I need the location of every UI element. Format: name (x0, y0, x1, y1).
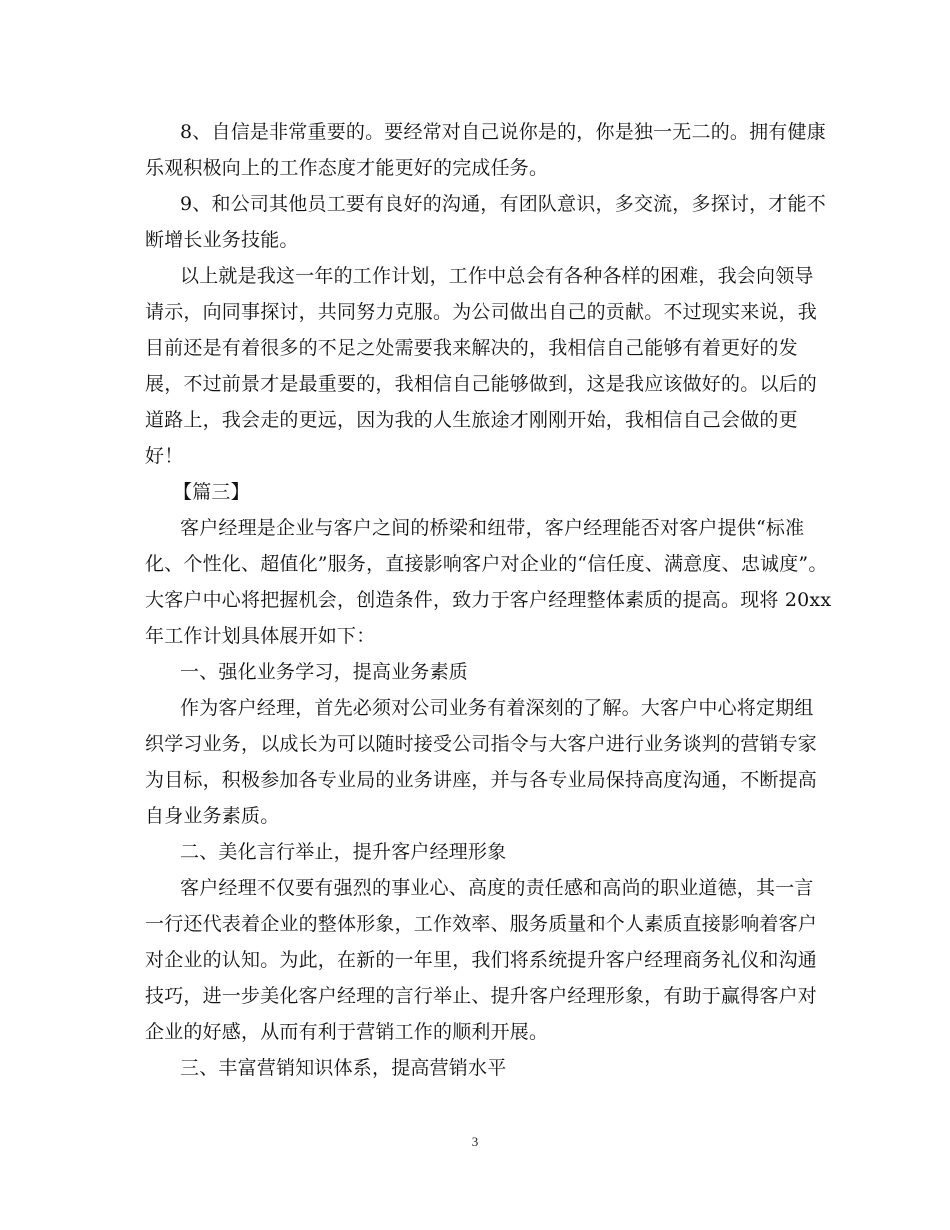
text-line: 9、和公司其他员工要有良好的沟通，有团队意识，多交流，多探讨，才能不 (180, 193, 826, 215)
text-line: 为目标，积极参加各专业局的业务讲座，并与各专业局保持高度沟通，不断提高 (145, 769, 818, 791)
text-line: 乐观积极向上的工作态度才能更好的完成任务。 (145, 157, 549, 179)
text-line: 8、自信是非常重要的。要经常对自己说你是的，你是独一无二的。拥有健康 (180, 121, 826, 143)
text-line: 对企业的认知。为此，在新的一年里，我们将系统提升客户经理商务礼仪和沟通 (145, 949, 818, 971)
text-line: 织学习业务，以成长为可以随时接受公司指令与大客户进行业务谈判的营销专家 (145, 733, 818, 755)
text-line: 一行还代表着企业的整体形象，工作效率、服务质量和个人素质直接影响着客户 (145, 913, 818, 935)
text-line: 客户经理是企业与客户之间的桥梁和纽带，客户经理能否对客户提供“标准 (180, 517, 805, 539)
text-line: 作为客户经理，首先必须对公司业务有着深刻的了解。大客户中心将定期组 (180, 697, 814, 719)
subsection-heading: 二、美化言行举止，提升客户经理形象 (180, 841, 507, 863)
section-heading: 【篇三】 (173, 481, 250, 503)
text-line: 断增长业务技能。 (145, 229, 299, 251)
text-line: 以上就是我这一年的工作计划，工作中总会有各种各样的困难，我会向领导 (180, 265, 814, 287)
text-line: 企业的好感，从而有利于营销工作的顺利开展。 (145, 1021, 549, 1043)
text-line: 大客户中心将把握机会，创造条件，致力于客户经理整体素质的提高。现将 20xx (145, 589, 832, 611)
text-line: 道路上，我会走的更远，因为我的人生旅途才刚刚开始，我相信自己会做的更 (145, 409, 798, 431)
subsection-heading: 三、丰富营销知识体系，提高营销水平 (180, 1057, 507, 1079)
text-line: 化、个性化、超值化”服务，直接影响客户对企业的“信任度、满意度、忠诚度”。 (145, 553, 828, 575)
text-line: 技巧，进一步美化客户经理的言行举止、提升客户经理形象，有助于赢得客户对 (145, 985, 818, 1007)
text-line: 展，不过前景才是最重要的，我相信自己能够做到，这是我应该做好的。以后的 (145, 373, 818, 395)
text-line: 年工作计划具体展开如下： (145, 625, 376, 647)
text-line: 自身业务素质。 (145, 805, 280, 827)
text-line: 好！ (145, 445, 184, 467)
text-line: 请示，向同事探讨，共同努力克服。为公司做出自己的贡献。不过现实来说，我 (145, 301, 818, 323)
subsection-heading: 一、强化业务学习，提高业务素质 (180, 661, 469, 683)
page-number: 3 (471, 1134, 479, 1149)
text-line: 客户经理不仅要有强烈的事业心、高度的责任感和高尚的职业道德，其一言 (180, 877, 814, 899)
text-line: 目前还是有着很多的不足之处需要我来解决的，我相信自己能够有着更好的发 (145, 337, 798, 359)
